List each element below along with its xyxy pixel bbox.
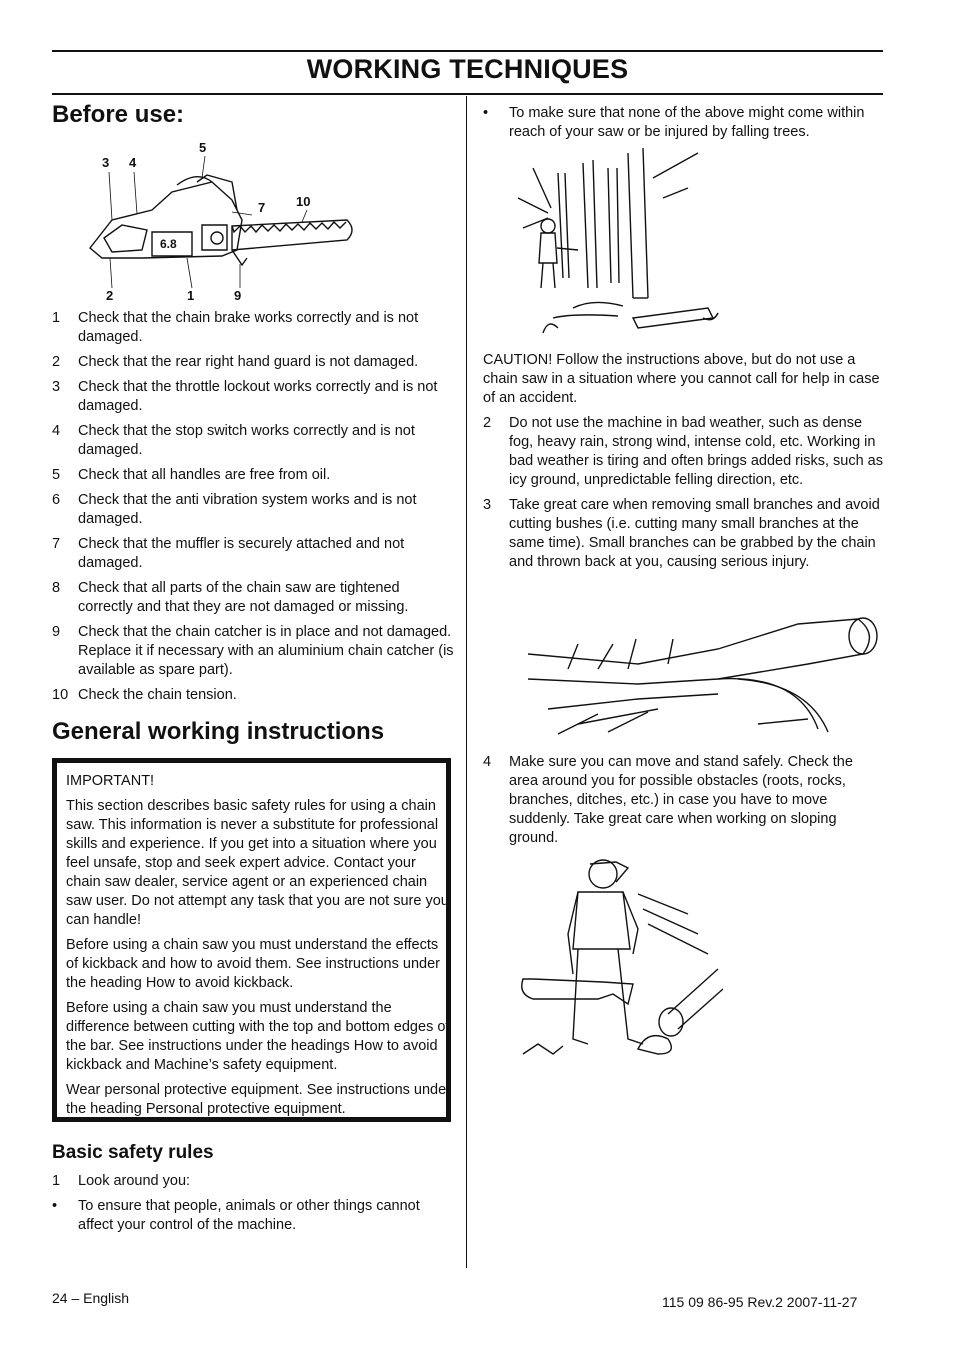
- bent-branch: [738, 679, 828, 732]
- important-box: [52, 758, 451, 1122]
- worker-stance-illustration: [518, 854, 723, 1059]
- basic-safety-list: [52, 1172, 457, 1235]
- worker-body: [539, 233, 557, 263]
- chain-catcher: [232, 250, 247, 265]
- bent-branch: [718, 679, 818, 729]
- before-use-heading: Before use:: [52, 101, 185, 128]
- list-item: 2 Do not use the machine in bad weather, such as dense fog, heavy rain, strong wind, intense cold, etc. Working in bad weather is tiring and often brings added risks, such as icy ground, unpredictable felling direction, etc.: [483, 415, 883, 488]
- callout-3: 3: [102, 155, 110, 170]
- list-item: 1 Look around you:: [52, 1173, 191, 1189]
- basic-safety-heading: Basic safety rules: [52, 1142, 214, 1163]
- list-item: 4 Make sure you can move and stand safely. Check the area around you for possible obstacles (roots, rocks, branches, ditches, etc.) in case you have to move suddenly. Take great care when working on sloping ground.: [483, 754, 853, 846]
- page-number: 24 – English: [52, 1290, 130, 1306]
- fallen-branch: [553, 302, 623, 318]
- list-item: 9 Check that the chain catcher is in place and not damaged. Replace it if necessary with an aluminium chain catcher (is available as spare part).: [52, 624, 454, 678]
- callout-2: 2: [106, 288, 114, 303]
- important-paragraph-4: Wear personal protective equipment. See instructions under the heading Personal protective equipment.: [66, 1082, 452, 1117]
- rear-handle: [104, 225, 147, 252]
- header-rule-top: [52, 50, 883, 52]
- rock: [638, 1036, 671, 1054]
- callout-1: 1: [187, 288, 195, 303]
- list-item: • To make sure that none of the above might come within reach of your saw or be injured by falling trees.: [483, 105, 865, 140]
- callout-9: 9: [234, 288, 242, 303]
- important-paragraph-3: Before using a chain saw you must understand the difference between cutting with the top and bottom edges of the bar. See instructions under the headings How to avoid kickback and Machine’s safety equipment.: [66, 1000, 450, 1073]
- worker-saw: [557, 248, 578, 250]
- chainsaw: [522, 979, 633, 1004]
- sight-lines: [638, 894, 708, 954]
- callout-4: 4: [129, 155, 137, 170]
- felling-area-illustration: [513, 148, 723, 343]
- worker-jacket: [573, 892, 630, 949]
- tree-branch: [653, 153, 698, 198]
- callout-10: 10: [296, 194, 311, 209]
- working-rules-list: [483, 414, 883, 578]
- fallen-log: [633, 308, 713, 328]
- look-around-list: [483, 104, 883, 148]
- header-rule-bottom: [52, 93, 883, 95]
- ground-roots: [523, 1044, 563, 1054]
- chainsaw-bar-outline: [232, 220, 352, 250]
- caution-text: CAUTION! Follow the instructions above, but do not use a chain saw in a situation where you cannot call for help in case of an accident.: [483, 352, 880, 406]
- worker-head: [541, 219, 555, 233]
- list-item: 1 Check that the chain brake works correctly and is not damaged.: [52, 310, 419, 345]
- list-item: 10 Check the chain tension.: [52, 687, 237, 703]
- list-item: 8 Check that all parts of the chain saw are tightened correctly and that they are not damaged or missing.: [52, 580, 409, 615]
- list-item: 3 Check that the throttle lockout works correctly and is not damaged.: [52, 379, 438, 414]
- footing-list: [483, 753, 883, 854]
- worker-legs: [541, 263, 555, 288]
- list-item: 5 Check that all handles are free from oil.: [52, 467, 331, 483]
- list-item: 4 Check that the stop switch works correctly and is not damaged.: [52, 423, 415, 458]
- tree-trunk: [583, 160, 597, 288]
- callout-7: 7: [258, 200, 266, 215]
- bar-nut: [211, 232, 223, 244]
- document-revision: 115 09 86-95 Rev.2 2007-11-27: [662, 1294, 858, 1310]
- list-item: • To ensure that people, animals or other things cannot affect your control of the machine.: [52, 1198, 420, 1233]
- list-item: 7 Check that the muffler is securely attached and not damaged.: [52, 536, 405, 571]
- ground-branches: [558, 712, 808, 734]
- important-paragraph-2: Before using a chain saw you must understand the effects of kickback and how to avoid them. See instructions under the heading How to avoid kickback.: [66, 937, 440, 991]
- list-item: 6 Check that the anti vibration system works and is not damaged.: [52, 492, 417, 527]
- list-item: 2 Check that the rear right hand guard is not damaged.: [52, 354, 419, 370]
- chainsaw-diagram: [82, 140, 412, 305]
- important-paragraph-1: This section describes basic safety rules for using a chain saw. This information is never a substitute for professional skills and experience. If you get into a situation where you feel unsafe, stop and seek expert advice. Contact your chain saw dealer, service agent or an experienced chain saw user. Do not attempt any task that you are not sure you can handle!: [66, 798, 449, 928]
- column-divider: [466, 96, 467, 1268]
- log: [668, 969, 723, 1029]
- tree-trunk: [608, 168, 619, 283]
- worker-legs: [573, 949, 643, 1044]
- chain-brake-guard: [197, 175, 237, 210]
- before-use-list: [52, 309, 457, 711]
- list-item: 3 Take great care when removing small branches and avoid cutting bushes (i.e. cutting many small branches at the same time). Small branches can be grabbed by the chain and thrown back at you, causing serious injury.: [483, 497, 880, 570]
- basic-safety-section: [52, 1142, 457, 1241]
- general-instructions-heading: General working instructions: [52, 718, 385, 745]
- important-title: IMPORTANT!: [66, 773, 155, 789]
- tree-log: [528, 619, 869, 684]
- tree-trunk: [558, 173, 569, 278]
- model-label: 6.8: [160, 237, 177, 251]
- helmet-visor: [590, 862, 628, 882]
- tree-trunk: [628, 148, 648, 298]
- branch-cutting-illustration: [518, 614, 888, 749]
- page-title: WORKING TECHNIQUES: [306, 54, 629, 84]
- callout-5: 5: [199, 140, 207, 155]
- twigs: [568, 639, 673, 669]
